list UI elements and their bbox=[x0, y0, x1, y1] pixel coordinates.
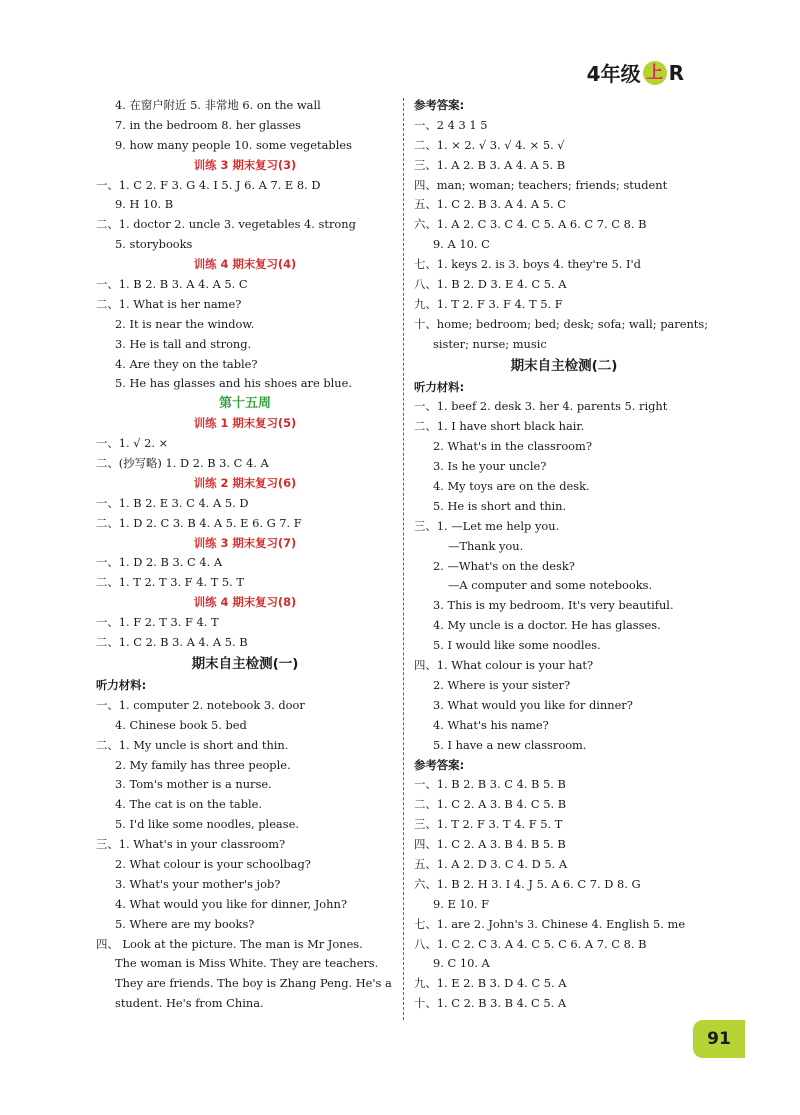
answer-line: The woman is Miss White. They are teachers. bbox=[115, 956, 379, 971]
answer-line: 2. What colour is your schoolbag? bbox=[115, 856, 311, 871]
answer-line: 3. What would you like for dinner? bbox=[433, 697, 633, 712]
answer-line: 七、1. are 2. John's 3. Chinese 4. English 5. me bbox=[414, 916, 686, 931]
exercise-heading: 训练 1 期末复习(5) bbox=[193, 416, 297, 431]
answer-line: 四、man; woman; teachers; friends; student bbox=[414, 177, 668, 192]
answer-line: 5. Where are my books? bbox=[115, 916, 255, 931]
answer-line: 2. My family has three people. bbox=[115, 757, 291, 772]
answer-line: 二、1. doctor 2. uncle 3. vegetables 4. strong bbox=[96, 217, 356, 232]
answer-line: 二、1. D 2. C 3. B 4. A 5. E 6. G 7. F bbox=[96, 515, 302, 530]
answer-line: 5. He has glasses and his shoes are blue. bbox=[115, 376, 352, 391]
answer-line: 9. how many people 10. some vegetables bbox=[115, 137, 352, 152]
answer-line: —Thank you. bbox=[448, 538, 524, 553]
answer-line: 3. This is my bedroom. It's very beautiful. bbox=[433, 598, 674, 613]
exercise-heading: 训练 2 期末复习(6) bbox=[193, 475, 297, 490]
answer-line: 3. He is tall and strong. bbox=[115, 336, 252, 351]
edition-label: R bbox=[668, 60, 684, 85]
section-label: 听力材料: bbox=[96, 677, 147, 692]
answer-line: 一、1. D 2. B 3. C 4. A bbox=[96, 555, 223, 570]
answer-line: 一、1. beef 2. desk 3. her 4. parents 5. right bbox=[414, 399, 668, 414]
answer-line: 4. Chinese book 5. bed bbox=[115, 717, 247, 732]
answer-line: 二、1. T 2. T 3. F 4. T 5. T bbox=[96, 575, 245, 590]
answer-line: 五、1. C 2. B 3. A 4. A 5. C bbox=[414, 197, 566, 212]
section-label: 听力材料: bbox=[414, 379, 465, 394]
answer-line: 四、1. What colour is your hat? bbox=[414, 658, 594, 673]
answer-line: 4. Are they on the table? bbox=[115, 356, 258, 371]
answer-line: 一、1. C 2. F 3. G 4. I 5. J 6. A 7. E 8. D bbox=[96, 177, 321, 192]
answer-line: 四、 Look at the picture. The man is Mr Jones. bbox=[96, 936, 363, 951]
column-divider bbox=[403, 98, 404, 1020]
answer-line: 六、1. B 2. H 3. I 4. J 5. A 6. C 7. D 8. G bbox=[414, 876, 641, 891]
answer-line: 一、1. √ 2. × bbox=[96, 436, 169, 451]
answer-line: 4. My uncle is a doctor. He has glasses. bbox=[433, 618, 661, 633]
answer-line: 一、1. F 2. T 3. F 4. T bbox=[96, 615, 219, 630]
answer-line: 二、1. × 2. √ 3. √ 4. × 5. √ bbox=[414, 137, 565, 152]
answer-line: 2. Where is your sister? bbox=[433, 677, 571, 692]
answer-line: 四、1. C 2. A 3. B 4. B 5. B bbox=[414, 837, 566, 852]
answer-line: 5. I would like some noodles. bbox=[433, 638, 601, 653]
answer-line: 八、1. B 2. D 3. E 4. C 5. A bbox=[414, 277, 567, 292]
page-number: 91 bbox=[693, 1020, 745, 1058]
answer-line: 一、1. B 2. B 3. A 4. A 5. C bbox=[96, 277, 248, 292]
answer-line: 4. My toys are on the desk. bbox=[433, 479, 590, 494]
exercise-heading: 训练 3 期末复习(7) bbox=[193, 535, 297, 550]
answer-line: 5. He is short and thin. bbox=[433, 498, 567, 513]
answer-line: 五、1. A 2. D 3. C 4. D 5. A bbox=[414, 856, 568, 871]
answer-line: 4. 在窗户附近 5. 非常地 6. on the wall bbox=[115, 98, 321, 112]
answer-line: 2. It is near the window. bbox=[115, 316, 255, 331]
answer-line: 二、(抄写略) 1. D 2. B 3. C 4. A bbox=[96, 456, 269, 471]
answer-line: 二、1. I have short black hair. bbox=[414, 419, 585, 434]
answer-line: 3. Is he your uncle? bbox=[433, 459, 547, 474]
answer-line: 二、1. My uncle is short and thin. bbox=[96, 737, 289, 752]
exercise-heading: 训练 3 期末复习(3) bbox=[193, 157, 297, 172]
section-heading: 期末自主检测(二) bbox=[510, 357, 618, 374]
section-heading: 期末自主检测(一) bbox=[191, 655, 299, 672]
answer-line: 5. storybooks bbox=[115, 237, 193, 252]
answer-line: 十、home; bedroom; bed; desk; sofa; wall; parents; bbox=[414, 316, 709, 331]
exercise-heading: 训练 4 期末复习(8) bbox=[193, 595, 297, 610]
answer-line: 三、1. T 2. F 3. T 4. F 5. T bbox=[414, 817, 563, 832]
answer-line: 9. H 10. B bbox=[115, 197, 174, 212]
answer-line: 一、1. B 2. B 3. C 4. B 5. B bbox=[414, 777, 566, 792]
week-heading: 第十五周 bbox=[218, 396, 271, 412]
answer-line: 十、1. C 2. B 3. B 4. C 5. A bbox=[414, 996, 567, 1011]
answer-line: student. He's from China. bbox=[115, 996, 264, 1011]
answer-line: 7. in the bedroom 8. her glasses bbox=[115, 117, 301, 132]
answer-line: 七、1. keys 2. is 3. boys 4. they're 5. I'd bbox=[414, 257, 641, 272]
answer-line: 三、1. What's in your classroom? bbox=[96, 837, 286, 852]
answer-line: 4. The cat is on the table. bbox=[115, 797, 263, 812]
term-badge: 上 bbox=[643, 61, 667, 85]
answer-line: 一、1. computer 2. notebook 3. door bbox=[96, 697, 305, 712]
answer-line: 九、1. E 2. B 3. D 4. C 5. A bbox=[414, 976, 567, 991]
answer-line: —A computer and some notebooks. bbox=[448, 578, 653, 593]
answer-line: 2. What's in the classroom? bbox=[433, 439, 592, 454]
answer-line: 三、1. —Let me help you. bbox=[414, 518, 560, 533]
answer-line: 二、1. C 2. A 3. B 4. C 5. B bbox=[414, 797, 567, 812]
answer-line: 六、1. A 2. C 3. C 4. C 5. A 6. C 7. C 8. B bbox=[414, 217, 647, 232]
section-label: 参考答案: bbox=[414, 98, 465, 112]
section-label: 参考答案: bbox=[414, 757, 465, 772]
answer-line: 4. What's his name? bbox=[433, 717, 549, 732]
answer-line: 一、1. B 2. E 3. C 4. A 5. D bbox=[96, 495, 249, 510]
answer-line: 3. Tom's mother is a nurse. bbox=[115, 777, 272, 792]
answer-line: 9. C 10. A bbox=[433, 956, 490, 971]
answer-line: 2. —What's on the desk? bbox=[433, 558, 575, 573]
answer-line: 9. E 10. F bbox=[433, 896, 490, 911]
exercise-heading: 训练 4 期末复习(4) bbox=[193, 257, 297, 272]
answer-line: 4. What would you like for dinner, John? bbox=[115, 896, 347, 911]
right-column bbox=[414, 96, 714, 1014]
grade-label: 4年级 bbox=[586, 62, 641, 86]
answer-line: 3. What's your mother's job? bbox=[115, 876, 281, 891]
answer-line: 二、1. What is her name? bbox=[96, 296, 242, 311]
answer-line: 二、1. C 2. B 3. A 4. A 5. B bbox=[96, 635, 248, 650]
answer-line: 八、1. C 2. C 3. A 4. C 5. C 6. A 7. C 8. B bbox=[414, 936, 647, 951]
answer-line: They are friends. The boy is Zhang Peng. He's a bbox=[115, 976, 392, 991]
answer-line: sister; nurse; music bbox=[433, 336, 547, 351]
answer-line: 一、2 4 3 1 5 bbox=[414, 117, 488, 132]
answer-line: 九、1. T 2. F 3. F 4. T 5. F bbox=[414, 296, 563, 311]
answer-line: 5. I'd like some noodles, please. bbox=[115, 817, 299, 832]
answer-line: 三、1. A 2. B 3. A 4. A 5. B bbox=[414, 157, 566, 172]
answer-line: 9. A 10. C bbox=[433, 237, 490, 252]
left-column bbox=[96, 96, 394, 1014]
answer-line: 5. I have a new classroom. bbox=[433, 737, 587, 752]
page-header bbox=[587, 58, 684, 87]
